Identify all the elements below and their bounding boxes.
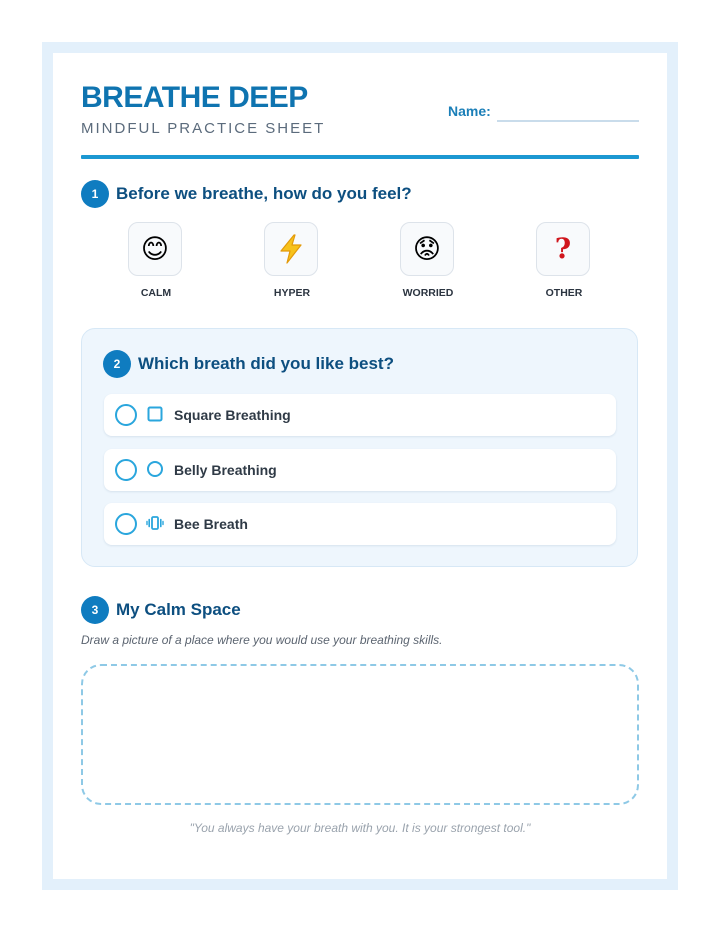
breath-option-belly[interactable] <box>104 449 616 491</box>
page-title: BREATHE DEEP <box>81 81 308 114</box>
radio-button[interactable] <box>115 404 137 426</box>
square-icon <box>146 405 164 423</box>
name-label: Name: <box>448 103 491 119</box>
footer-quote: "You always have your breath with you. It is your strongest tool." <box>189 821 531 835</box>
header-divider <box>81 155 639 159</box>
name-input-line[interactable] <box>497 120 639 122</box>
feeling-option-other[interactable] <box>514 222 614 302</box>
vibration-icon <box>146 514 164 532</box>
feeling-box[interactable] <box>128 222 182 276</box>
section-1-number-badge: 1 <box>81 180 109 208</box>
breath-option-bee[interactable] <box>104 503 616 545</box>
page-subtitle: MINDFUL PRACTICE SHEET <box>81 120 326 137</box>
radio-button[interactable] <box>115 513 137 535</box>
feeling-label: HYPER <box>273 287 311 299</box>
feeling-label: CALM <box>140 287 172 299</box>
feeling-box[interactable] <box>536 222 590 276</box>
breath-option-square[interactable] <box>104 394 616 436</box>
section-3-title: My Calm Space <box>116 600 241 619</box>
section-2-title: Which breath did you like best? <box>138 354 394 373</box>
section-2-number-badge: 2 <box>103 350 131 378</box>
question-mark-icon: ? <box>554 232 572 265</box>
feeling-option-hyper[interactable] <box>242 222 342 302</box>
feeling-box[interactable] <box>400 222 454 276</box>
circle-icon <box>146 460 164 478</box>
smiling-face-icon: 😊 <box>140 233 170 264</box>
option-label: Bee Breath <box>174 516 248 532</box>
drawing-area[interactable] <box>81 664 639 805</box>
feeling-option-calm[interactable] <box>106 222 206 302</box>
option-label: Belly Breathing <box>174 462 277 478</box>
section-1-title: Before we breathe, how do you feel? <box>116 184 412 203</box>
lightning-icon <box>278 234 304 264</box>
section-3-number-badge: 3 <box>81 596 109 624</box>
feeling-box[interactable] <box>264 222 318 276</box>
option-label: Square Breathing <box>174 407 291 423</box>
drawing-instruction: Draw a picture of a place where you would use your breathing skills. <box>81 633 443 647</box>
radio-button[interactable] <box>115 459 137 481</box>
worried-face-icon: 😟 <box>412 233 442 264</box>
feeling-label: OTHER <box>545 287 583 299</box>
feeling-label: WORRIED <box>402 287 454 299</box>
feeling-option-worried[interactable] <box>378 222 478 302</box>
